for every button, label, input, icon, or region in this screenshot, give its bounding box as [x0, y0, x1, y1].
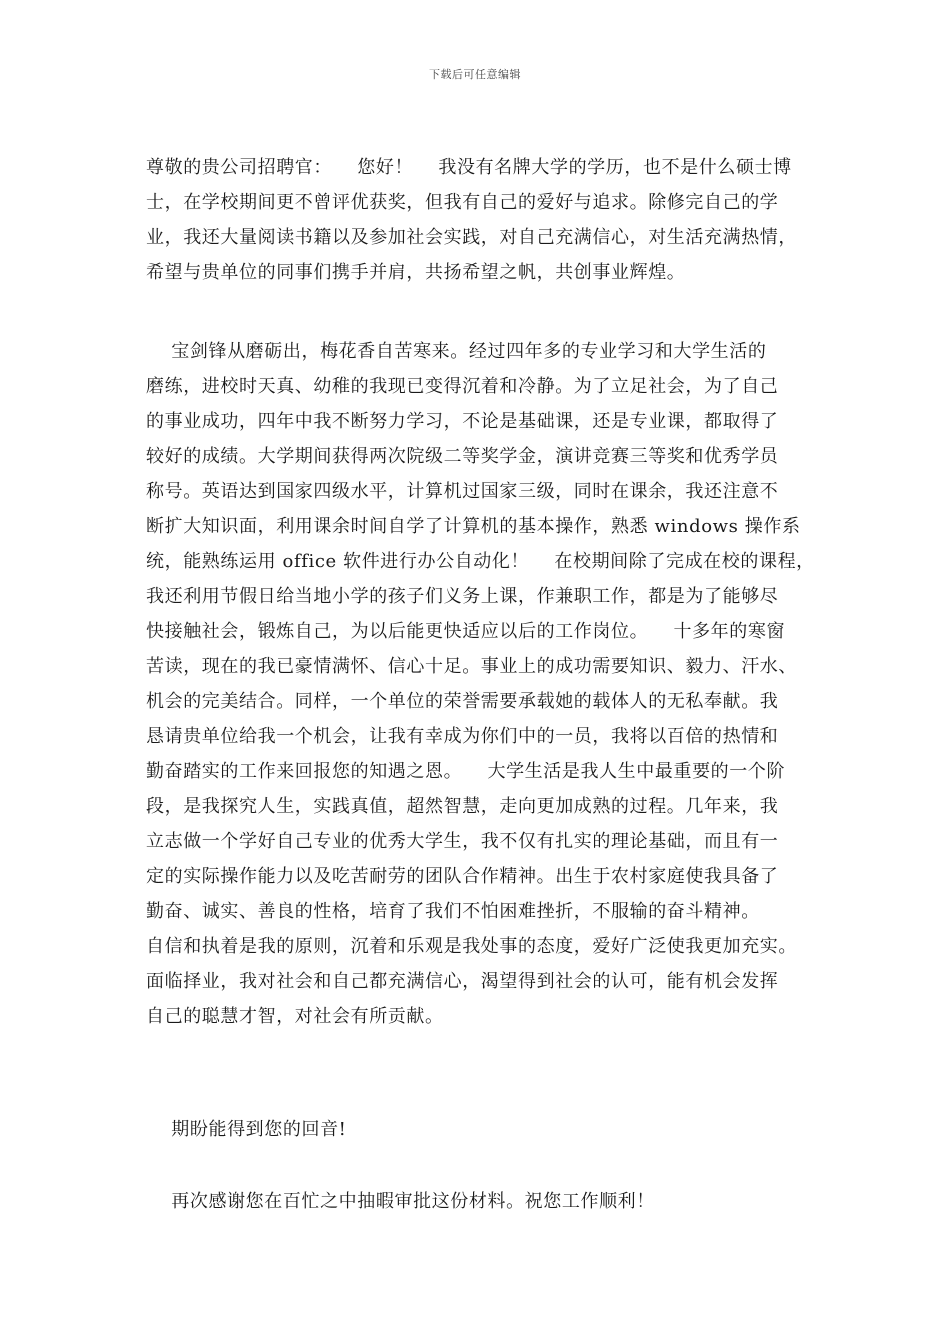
- text-line: 较好的成绩。大学期间获得两次院级二等奖学金，演讲竞赛三等奖和优秀学员: [146, 446, 779, 467]
- paragraph-greeting: [146, 150, 826, 290]
- text-line: 勤奋踏实的工作来回报您的知遇之恩。 大学生活是我人生中最重要的一个阶: [146, 761, 786, 782]
- text-line: 希望与贵单位的同事们携手并肩，共扬希望之帆，共创事业辉煌。: [146, 262, 686, 283]
- text-line: 段，是我探究人生，实践真值，超然智慧，走向更加成熟的过程。几年来，我: [146, 796, 779, 817]
- text-line: 的事业成功，四年中我不断努力学习，不论是基础课，还是专业课，都取得了: [146, 411, 779, 432]
- text-line: 勤奋、诚实、善良的性格，培育了我们不怕困难挫折，不服输的奋斗精神。: [146, 901, 760, 922]
- text-line: 士，在学校期间更不曾评优获奖，但我有自己的爱好与追求。除修完自己的学: [146, 192, 779, 213]
- text-line: 再次感谢您在百忙之中抽暇审批这份材料。祝您工作顺利！: [146, 1191, 655, 1212]
- text-line: 业，我还大量阅读书籍以及参加社会实践，对自己充满信心，对生活充满热情，: [146, 227, 797, 248]
- text-line: 磨练，进校时天真、幼稚的我现已变得沉着和冷静。为了立足社会，为了自己: [146, 376, 779, 397]
- text-line: 称号。英语达到国家四级水平，计算机过国家三级，同时在课余，我还注意不: [146, 481, 779, 502]
- paragraph-main: [146, 334, 826, 1034]
- text-line: 苦读，现在的我已豪情满怀、信心十足。事业上的成功需要知识、毅力、汗水、: [146, 656, 797, 677]
- page-header: 下载后可任意编辑: [429, 68, 521, 81]
- paragraph-closing-thanks: [146, 1184, 826, 1219]
- text-line: 我还利用节假日给当地小学的孩子们义务上课，作兼职工作，都是为了能够尽: [146, 586, 779, 607]
- text-line: 期盼能得到您的回音!: [146, 1119, 347, 1140]
- text-line: 定的实际操作能力以及吃苦耐劳的团队合作精神。出生于农村家庭使我具备了: [146, 866, 779, 887]
- text-line: 自己的聪慧才智，对社会有所贡献。: [146, 1006, 444, 1027]
- text-line: 快接触社会，锻炼自己，为以后能更快适应以后的工作岗位。 十多年的寒窗: [146, 621, 786, 642]
- paragraph-closing-hope: [146, 1112, 826, 1147]
- text-line: 断扩大知识面，利用课余时间自学了计算机的基本操作，熟悉 windows 操作系: [146, 516, 801, 537]
- text-line: 统，能熟练运用 office 软件进行办公自动化！ 在校期间除了完成在校的课程，: [146, 551, 815, 572]
- text-line: 立志做一个学好自己专业的优秀大学生，我不仅有扎实的理论基础，而且有一: [146, 831, 779, 852]
- text-line: 尊敬的贵公司招聘官： 您好！ 我没有名牌大学的学历，也不是什么硕士博: [146, 157, 792, 178]
- text-line: 恳请贵单位给我一个机会，让我有幸成为你们中的一员，我将以百倍的热情和: [146, 726, 779, 747]
- text-line: 面临择业，我对社会和自己都充满信心，渴望得到社会的认可，能有机会发挥: [146, 971, 779, 992]
- text-line: 机会的完美结合。同样，一个单位的荣誉需要承载她的载体人的无私奉献。我: [146, 691, 779, 712]
- text-line: 宝剑锋从磨砺出，梅花香自苦寒来。经过四年多的专业学习和大学生活的: [146, 341, 767, 362]
- text-line: 自信和执着是我的原则，沉着和乐观是我处事的态度，爱好广泛使我更加充实。: [146, 936, 797, 957]
